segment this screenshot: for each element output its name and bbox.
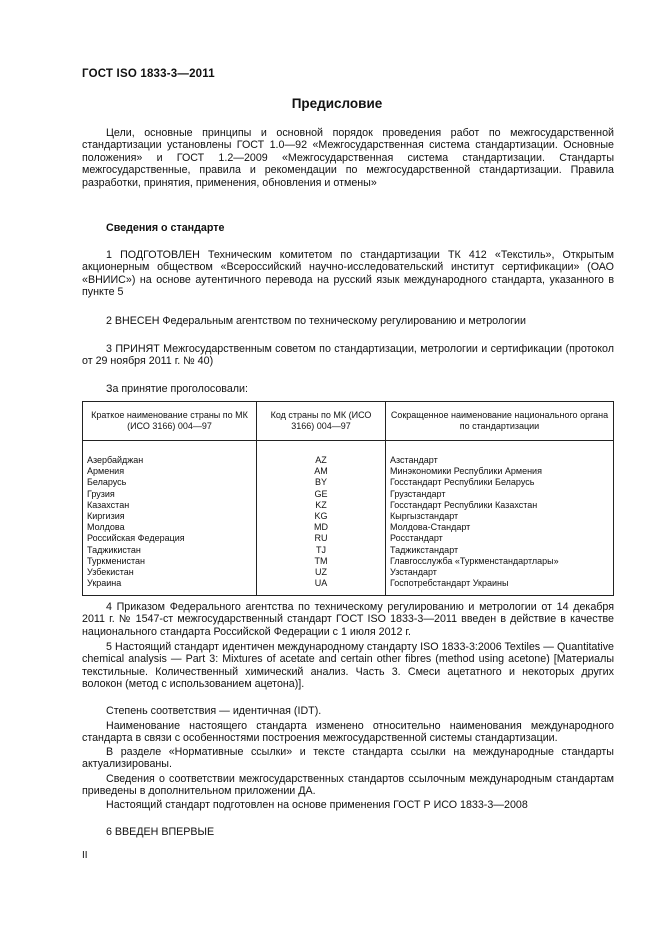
- country-name: Узбекистан: [83, 567, 257, 578]
- country-code: GE: [257, 489, 386, 500]
- document-header: ГОСТ ISO 1833-3—2011: [82, 68, 215, 80]
- table-row: [83, 466, 614, 477]
- country-code: KG: [257, 511, 386, 522]
- degree-paragraph: Степень соответствия — идентичная (IDT).: [106, 705, 322, 717]
- table-row: [83, 545, 614, 556]
- country-code: RU: [257, 533, 386, 544]
- country-code: BY: [257, 477, 386, 488]
- name-change-paragraph: Наименование настоящего стандарта изменено относительно наименования международного стандарта в связи с особенностями построения межгосударственной системы стандартизации.: [82, 720, 614, 745]
- header-country-code: Код страны по МК (ИСО 3166) 004—97: [257, 402, 386, 441]
- country-name: Казахстан: [83, 500, 257, 511]
- country-code: UZ: [257, 567, 386, 578]
- standards-body: Росстандарт: [386, 533, 614, 544]
- country-code: MD: [257, 522, 386, 533]
- country-name: Российская Федерация: [83, 533, 257, 544]
- references-paragraph: В разделе «Нормативные ссылки» и тексте стандарта ссылки на международные стандарты актуализированы.: [82, 746, 614, 771]
- table-row: [83, 500, 614, 511]
- table-row: [83, 567, 614, 578]
- item-6-paragraph: 6 ВВЕДЕН ВПЕРВЫЕ: [106, 826, 215, 838]
- country-name: Грузия: [83, 489, 257, 500]
- item-4-paragraph: 4 Приказом Федерального агентства по техническому регулированию и метрологии от 14 декабря 2011 г. № 1547-ст межгосударственный стандарт ГОСТ ISO 1833-3—2011 введен в действие в качестве национального стандарта Российской Федерации с 1 июля 2012 г.: [82, 601, 614, 638]
- standards-body: Грузстандарт: [386, 489, 614, 500]
- standards-body: Госстандарт Республики Казахстан: [386, 500, 614, 511]
- voting-table: [82, 401, 614, 596]
- country-name: Таджикистан: [83, 545, 257, 556]
- country-code: KZ: [257, 500, 386, 511]
- country-name: Киргизия: [83, 511, 257, 522]
- standards-body: Молдова-Стандарт: [386, 522, 614, 533]
- standards-body: Узстандарт: [386, 567, 614, 578]
- intro-paragraph: Цели, основные принципы и основной порядок проведения работ по межгосударственной стандартизации установлены ГОСТ 1.0—92 «Межгосударственная система стандартизации. Основные положения» и ГОСТ 1.2—2009 «Межгосударственная система стандартизации. Стандарты межгосударственные, правила и рекомендации по межгосударственной стандартизации. Правила разработки, принятия, применения, обновления и отмены»: [82, 127, 614, 189]
- voted-label: За принятие проголосовали:: [106, 383, 248, 395]
- table-header-row: [83, 402, 614, 441]
- country-name: Беларусь: [83, 477, 257, 488]
- table-row: [83, 477, 614, 488]
- standards-body: Главгосслужба «Туркменстандартлары»: [386, 556, 614, 567]
- standards-body: Госстандарт Республики Беларусь: [386, 477, 614, 488]
- table-row: [83, 441, 614, 467]
- basis-paragraph: Настоящий стандарт подготовлен на основе применения ГОСТ Р ИСО 1833-3—2008: [106, 799, 528, 811]
- country-name: Азербайджан: [83, 441, 257, 467]
- standards-body: Азстандарт: [386, 441, 614, 467]
- country-code: UA: [257, 578, 386, 596]
- page-number: II: [82, 850, 88, 861]
- table-row: [83, 522, 614, 533]
- table-row: [83, 533, 614, 544]
- country-name: Украина: [83, 578, 257, 596]
- country-code: TJ: [257, 545, 386, 556]
- page-title: Предисловие: [291, 96, 383, 111]
- item-3-paragraph: 3 ПРИНЯТ Межгосударственным советом по стандартизации, метрологии и сертификации (протокол от 29 ноября 2011 г. № 40): [82, 343, 614, 368]
- country-name: Армения: [83, 466, 257, 477]
- country-code: AM: [257, 466, 386, 477]
- item-1-paragraph: 1 ПОДГОТОВЛЕН Техническим комитетом по стандартизации ТК 412 «Текстиль», Открытым акционерным обществом «Всероссийский научно-исследовательский институт сертификации» (ОАО «ВНИИС») на основе аутентичного перевода на русский язык международного стандарта, указанного в пункте 5: [82, 249, 614, 299]
- annex-paragraph: Сведения о соответствии межгосударственных стандартов ссылочным международным стандартам приведены в дополнительном приложении ДА.: [82, 773, 614, 798]
- section-heading: Сведения о стандарте: [106, 222, 225, 234]
- header-country-name: Краткое наименование страны по МК (ИСО 3166) 004—97: [83, 402, 257, 441]
- table-row: [83, 556, 614, 567]
- item-5-paragraph: 5 Настоящий стандарт идентичен международному стандарту ISO 1833-3:2006 Textiles — Quantitative chemical analysis — Part 3: Mixtures of acetate and certain other fibres (method using acetone) [Материалы текстильные. Количественный химический анализ. Часть 3. Смеси ацетатного и некоторых других волокон (метод с использованием ацетона)].: [82, 641, 614, 691]
- standards-body: Кыргызстандарт: [386, 511, 614, 522]
- table-row: [83, 489, 614, 500]
- item-2-paragraph: 2 ВНЕСЕН Федеральным агентством по техническому регулированию и метрологии: [106, 315, 526, 327]
- country-name: Молдова: [83, 522, 257, 533]
- standards-body: Минэкономики Республики Армения: [386, 466, 614, 477]
- standards-body: Госпотребстандарт Украины: [386, 578, 614, 596]
- country-code: AZ: [257, 441, 386, 467]
- standards-body: Таджикстандарт: [386, 545, 614, 556]
- table-row: [83, 511, 614, 522]
- country-code: TM: [257, 556, 386, 567]
- header-standards-body: Сокращенное наименование национального органа по стандартизации: [386, 402, 614, 441]
- table-row: [83, 578, 614, 596]
- country-name: Туркменистан: [83, 556, 257, 567]
